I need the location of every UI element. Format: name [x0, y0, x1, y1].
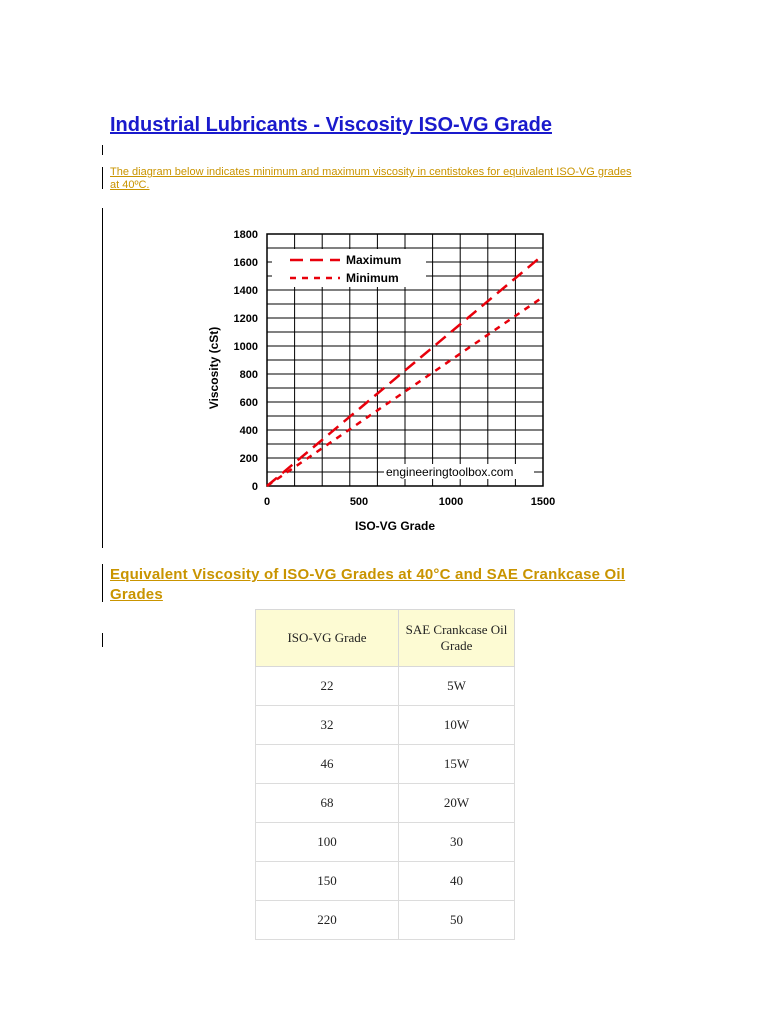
- viscosity-chart: [200, 222, 580, 542]
- section-title[interactable]: Equivalent Viscosity of ISO-VG Grades at 40°C and SAE Crankcase Oil Grades: [110, 566, 626, 603]
- y-tick-label: 800: [239, 369, 258, 381]
- table-row: [256, 706, 515, 745]
- text-cursor: [102, 145, 103, 155]
- sae-grade-cell: 40: [399, 862, 515, 901]
- x-tick-label: 1500: [530, 496, 556, 508]
- sae-grade-cell: 20W: [399, 784, 515, 823]
- text-cursor: [102, 564, 103, 602]
- sae-grade-cell: 15W: [399, 745, 515, 784]
- y-tick-label: 400: [239, 425, 258, 437]
- y-tick-label: 1600: [233, 257, 258, 269]
- x-tick-label: 1000: [438, 496, 464, 508]
- equivalence-table: [255, 609, 515, 940]
- y-tick-label: 1200: [233, 313, 258, 325]
- sae-grade-cell: 5W: [399, 667, 515, 706]
- chart-svg: [200, 222, 580, 542]
- sae-grade-cell: 30: [399, 823, 515, 862]
- y-axis-label: Viscosity (cSt): [207, 326, 221, 410]
- table-row: [256, 667, 515, 706]
- iso-vg-cell: 68: [256, 784, 399, 823]
- header-iso-vg: ISO-VG Grade: [256, 610, 399, 667]
- iso-vg-cell: 32: [256, 706, 399, 745]
- x-tick-label: 0: [263, 496, 271, 508]
- sae-grade-cell: 50: [399, 901, 515, 940]
- y-tick-label: 0: [251, 481, 258, 493]
- table-row: [256, 901, 515, 940]
- table-row: [256, 862, 515, 901]
- table-row: [256, 745, 515, 784]
- legend-label: Minimum: [346, 271, 399, 285]
- sae-grade-cell: 10W: [399, 706, 515, 745]
- y-tick-label: 200: [239, 453, 258, 465]
- table-body: [256, 667, 515, 940]
- iso-vg-cell: 150: [256, 862, 399, 901]
- x-tick-label: 500: [349, 496, 369, 508]
- table-header-row: [256, 610, 515, 667]
- page-title[interactable]: Industrial Lubricants - Viscosity ISO-VG Grade: [110, 114, 552, 136]
- y-tick-label: 1000: [233, 341, 258, 353]
- iso-vg-cell: 22: [256, 667, 399, 706]
- intro-link[interactable]: The diagram below indicates minimum and maximum viscosity in centistokes for equivalent ISO-VG grades at 40ºC.: [110, 166, 632, 191]
- watermark-text: engineeringtoolbox.com: [386, 465, 514, 479]
- y-tick-label: 1400: [233, 285, 258, 297]
- text-cursor: [102, 633, 103, 647]
- text-cursor: [102, 167, 103, 189]
- x-axis-label: ISO-VG Grade: [354, 519, 436, 533]
- table-row: [256, 823, 515, 862]
- table-row: [256, 784, 515, 823]
- text-cursor: [102, 208, 103, 548]
- y-tick-label: 600: [239, 397, 258, 409]
- iso-vg-cell: 220: [256, 901, 399, 940]
- iso-vg-cell: 100: [256, 823, 399, 862]
- iso-vg-cell: 46: [256, 745, 399, 784]
- legend-label: Maximum: [346, 253, 402, 267]
- header-sae: SAE Crankcase Oil Grade: [399, 610, 515, 667]
- y-tick-label: 1800: [233, 229, 258, 241]
